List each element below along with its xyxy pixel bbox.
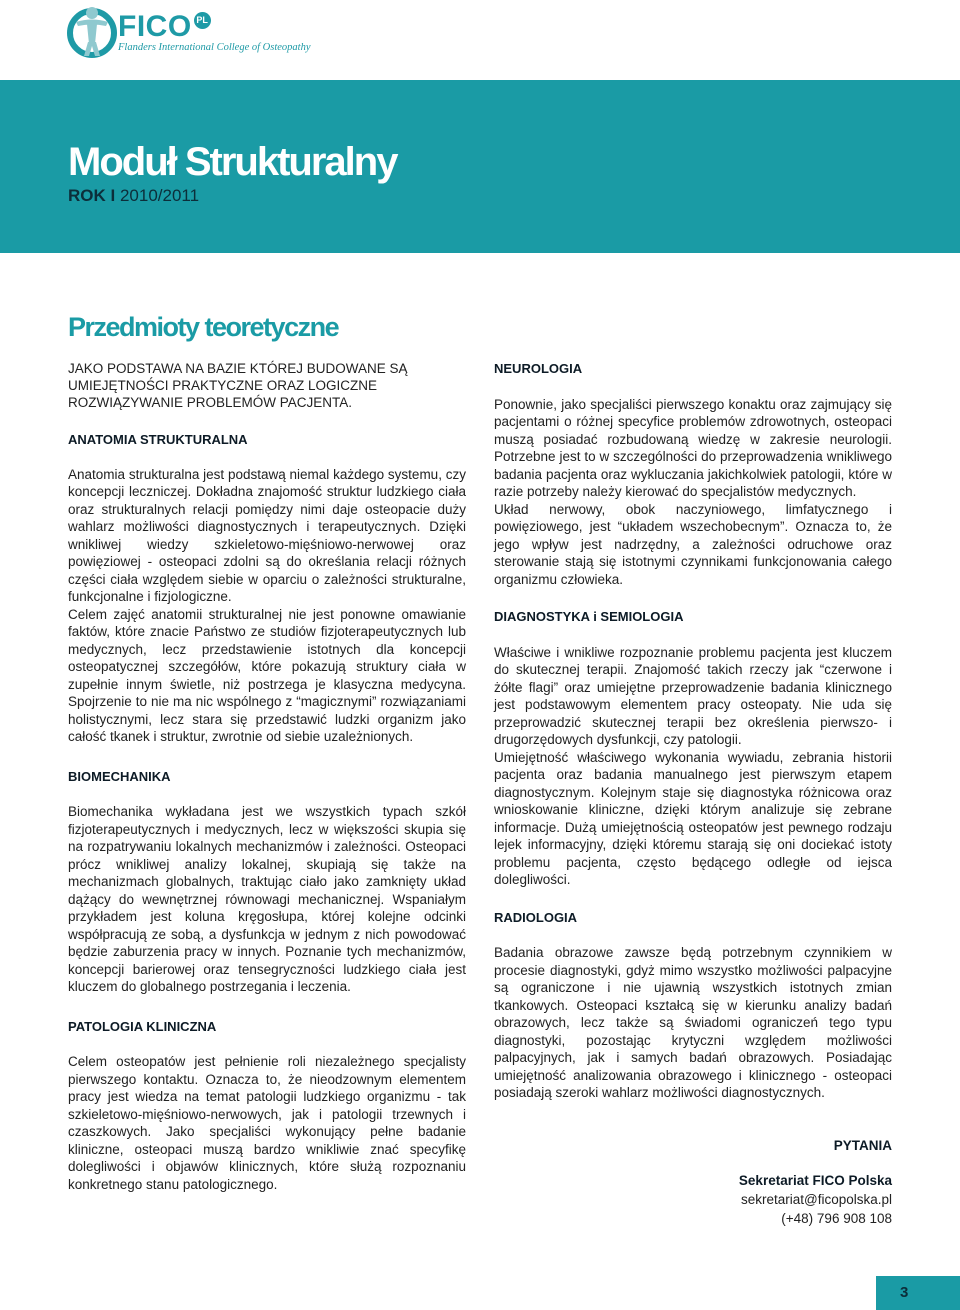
osteopath-figure-icon [66,4,118,58]
year-label: ROK I [68,186,116,205]
contact-phone: (+48) 796 908 108 [781,1211,892,1226]
anatomia-heading: ANATOMIA STRUKTURALNA [68,432,248,447]
section-title: Przedmioty teoretyczne [68,312,339,342]
contact-block [739,1136,892,1228]
biomechanika-heading: BIOMECHANIKA [68,768,171,784]
left-column [68,360,466,1193]
page-number: 3 [876,1276,960,1310]
fico-logo [66,4,311,60]
neurologia-heading: NEUROLOGIA [494,361,583,376]
patologia-heading: PATOLOGIA KLINICZNA [68,1018,217,1034]
questions-heading: PYTANIA [833,1138,892,1153]
anatomia-text: Anatomia strukturalna jest podstawą niemal każdego systemu, czy koncepcji leczniczej. Dokładna znajomość struktur ludzkiego ciała oraz strukturalnych relacji pomiędzy nimi daje osteopacie duży wahlarz możliwości diagnostycznych i terapeutycznych. Dzięki wnikliwej wiedzy szkieletowo-mięśniowo-nerwowej oraz powięziowej - osteopaci zdolni są do określania relacji różnych części ciała względem siebie w oparciu o zależności strukturalne, funkcjonalne i fizjologiczne. [68,466,466,604]
logo-badge: PL [194,12,211,29]
contact-email[interactable]: sekretariat@ficopolska.pl [740,1192,892,1207]
year-line [68,186,199,206]
intro-text: JAKO PODSTAWA NA BAZIE KTÓREJ BUDOWANE SĄ UMIEJĘTNOŚCI PRAKTYCZNE ORAZ LOGICZNE ROZWIĄZYWANIE PROBLEMÓW PACJENTA. [68,361,408,410]
right-column [494,360,892,1102]
diagnostyka-text: Właściwe i wnikliwe rozpoznanie problemu pacjenta jest kluczem do skutecznej terapii. Znajomość takich rzeczy jak “czerwone i żółte flagi” oraz umiejętne przeprowadzenie badania klinicznego jest podstawowym elementem pracy osteopaty. Nie uda się przeprowadzić skutecznej terapii bez określenia pierwszo- i drugorzędowych dysfunkcji, czy patologii. [494,644,892,747]
page-title: Moduł Strukturalny [68,140,397,184]
radiologia-heading: RADIOLOGIA [494,909,578,925]
diagnostyka-text-2: Umiejętność właściwego wykonania wywiadu, zebrania historii pacjenta oraz badania manualnego jest pierwszym etapem diagnostycznym. Kolejnym staje się diagnostyka różnicowa oraz wnioskowanie kliniczne, dzięki którym analizuje się zebrane informacje. Dużą umiejętnością osteopatów jest pewnego rodzaju lejek informacyjny, dzięki któremu starają się oni dociekać istoty problemu pacjenta, często będącego odległe od iejsca dolegliwości. [494,749,892,887]
diagnostyka-heading: DIAGNOSTYKA i SEMIOLOGIA [494,609,684,624]
neurologia-text-2: Układ nerwowy, obok naczyniowego, limfatycznego i powięziowego, jest “układem wszechobecnym”. Oznacza to, że jego wpływ jest nadrzędny, a zależności odruchowe oraz sterowanie stają się istotnymi czynnikami funkcjonowania całego organizmu człowieka. [494,501,892,587]
patologia-text: Celem osteopatów jest pełnienie roli niezależnego specjalisty pierwszego kontaktu. Oznacza to, że nieodzownym elementem pracy jest wiedza na temat patologii ludzkiego organizmu - tak szkieletowo-mięśniowo-nerwowych, jak i patologii trzewnych i czaszkowych. Jako specjaliści wykonujący pełne badanie kliniczne, osteopaci muszą bardzo wnikliwie znać specyfikę dolegliwości i objawów klinicznych, które służą rozpoznaniu konkretnego stanu patologicznego. [68,1054,466,1192]
contact-org: Sekretariat FICO Polska [738,1173,892,1188]
logo-subtitle: Flanders International College of Osteopathy [118,42,311,53]
year-value: 2010/2011 [119,186,200,205]
neurologia-text: Ponownie, jako specjaliści pierwszego konaktu oraz zajmujący się pacjentami o różnej specyfice problemów zdrowotnych, osteopaci muszą posiadać rozbudowaną wiedzę w zakresie neurologii. Potrzebne jest to w szczególności do przeprowadzenia wnikliwego badania pacjenta oraz wykluczania jakichkolwiek patologii, które w razie potrzeby należy kierować do specjalistów medycznych. [494,396,892,499]
biomechanika-text: Biomechanika wykładana jest we wszystkich typach szkół fizjoterapeutycznych i medycznych, lecz w większości skupia się na rozpatrywaniu lokalnych mechanizmów i zależności. Osteopaci prócz wnikliwej analizy lokalnej, skupiają się także na mechanizmach globalnych, traktując ciało jako zamknięty układ dążący do wewnętrznej równowagi mechanicznej. Wspaniałym przykładem jest koluna kręgosłupa, której kolejne odcinki współpracują ze sobą, a dysfunkcja w jednym z nich powodować będzie zaburzenia pracy w innych. Poznanie tych mechanizmów, koncepcji barierowej oraz tensegryczności ludzkiego ciała jest kluczem do globalnego postrzegania i leczenia. [68,804,466,994]
anatomia-text-2: Celem zajęć anatomii strukturalnej nie jest ponowne omawianie faktów, które znacie Państwo ze studiów fizjoterapeutycznych lub medycznych, lecz przedstawienie istotnych dla koncepcji osteopatycznej szczegółów, które pokazują struktury ciała w zupełnie innym świetle, niż postrzega je klasyczna medycyna. Spojrzenie to nie ma nic wspólnego z “magicznymi” rozwiązaniami holistycznymi, lecz stara się przedstawić ludzki organizm jako całość tkanek i struktur, zwrotnie od siebie uzależnionych. [68,606,466,744]
logo-name: FICO [118,10,192,43]
radiologia-text: Badania obrazowe zawsze będą potrzebnym czynnikiem w procesie diagnostyki, gdyż mimo wszystko możliwości palpacyjne są ograniczone i nie ujawnią wszystkich istotnych zmian tkankowych. Osteopaci kształcą się w kierunku analizy badań obrazowych, lecz także są świadomi ograniczeń tego typu diagnostyki, pozostając krytyczni względem możliwości palpacyjnych, jak i samych badań obrazowych. Posiadając umiejętność analizowania obrazowego i klinicznego - osteopaci posiadają szeroki wahlarz możliwości diagnostycznych. [494,945,892,1100]
